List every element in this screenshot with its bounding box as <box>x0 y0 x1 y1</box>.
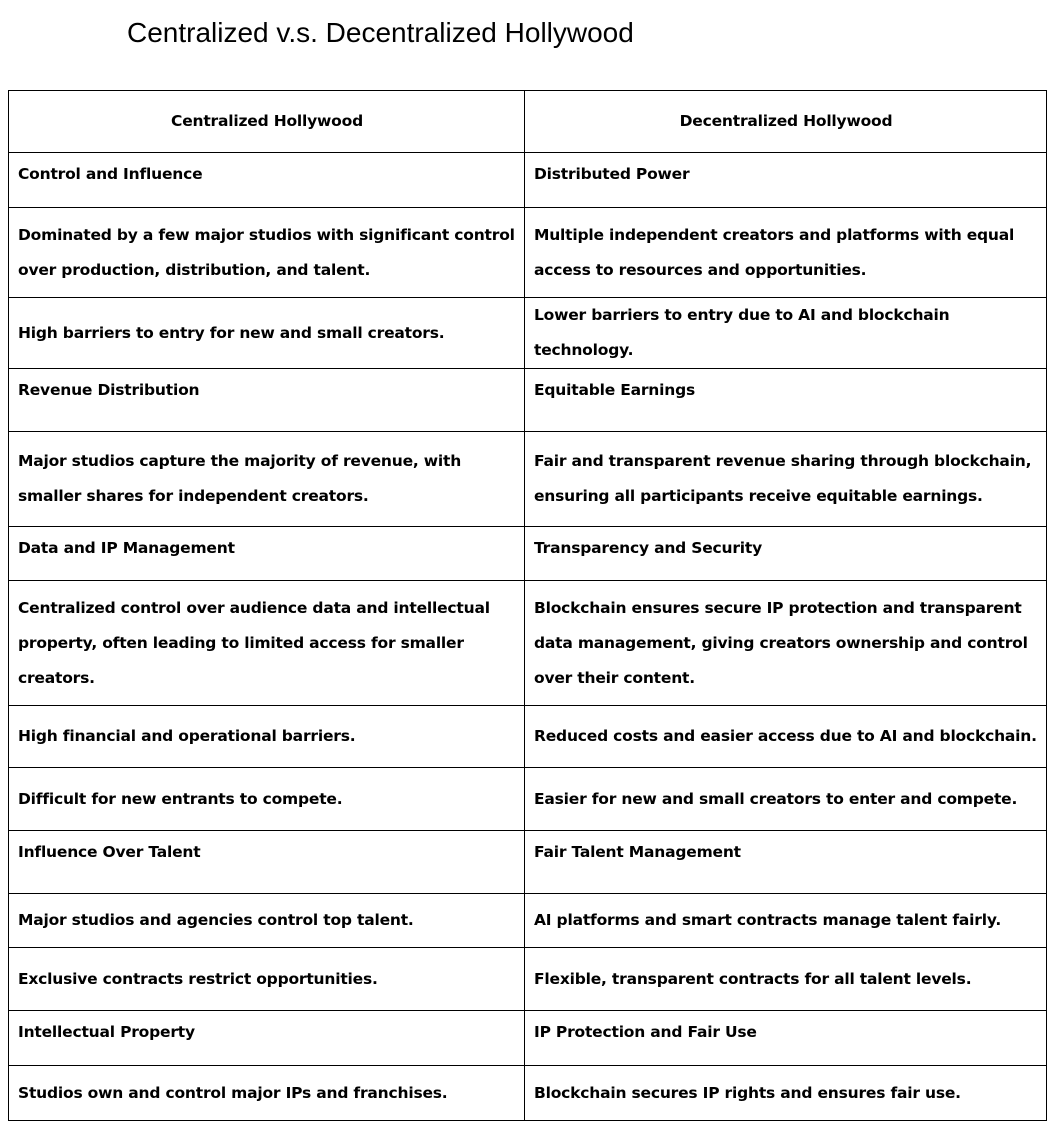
centralized-cell: Major studios capture the majority of revenue, with smaller shares for independent creators. <box>9 432 525 527</box>
decentralized-cell: Lower barriers to entry due to AI and blockchain technology. <box>525 298 1047 369</box>
table-row <box>9 153 1047 208</box>
table-row <box>9 208 1047 298</box>
table-row <box>9 894 1047 948</box>
decentralized-cell: Reduced costs and easier access due to AI and blockchain. <box>525 706 1047 768</box>
table-row <box>9 768 1047 831</box>
centralized-cell: Major studios and agencies control top talent. <box>9 894 525 948</box>
table-row <box>9 432 1047 527</box>
decentralized-cell: Equitable Earnings <box>525 369 1047 432</box>
decentralized-cell: Fair Talent Management <box>525 831 1047 894</box>
centralized-cell: Difficult for new entrants to compete. <box>9 768 525 831</box>
document-title: Centralized v.s. Decentralized Hollywood <box>127 17 634 48</box>
table-row <box>9 298 1047 369</box>
centralized-cell: Exclusive contracts restrict opportunities. <box>9 948 525 1011</box>
decentralized-cell: AI platforms and smart contracts manage talent fairly. <box>525 894 1047 948</box>
decentralized-cell: Blockchain ensures secure IP protection and transparent data management, giving creators ownership and control over their content. <box>525 581 1047 706</box>
centralized-cell: Centralized control over audience data and intellectual property, often leading to limited access for smaller creators. <box>9 581 525 706</box>
centralized-cell: Control and Influence <box>9 153 525 208</box>
centralized-cell: Dominated by a few major studios with significant control over production, distribution, and talent. <box>9 208 525 298</box>
table-row <box>9 527 1047 581</box>
decentralized-cell: Easier for new and small creators to enter and compete. <box>525 768 1047 831</box>
decentralized-cell: Transparency and Security <box>525 527 1047 581</box>
table-row <box>9 581 1047 706</box>
centralized-cell: Intellectual Property <box>9 1011 525 1066</box>
column-header-decentralized: Decentralized Hollywood <box>525 91 1047 153</box>
centralized-cell: Revenue Distribution <box>9 369 525 432</box>
table-row <box>9 831 1047 894</box>
table-row <box>9 706 1047 768</box>
decentralized-cell: Blockchain secures IP rights and ensures fair use. <box>525 1066 1047 1121</box>
comparison-table <box>8 90 1047 1121</box>
table-row <box>9 369 1047 432</box>
centralized-cell: High barriers to entry for new and small creators. <box>9 298 525 369</box>
centralized-cell: High financial and operational barriers. <box>9 706 525 768</box>
decentralized-cell: Distributed Power <box>525 153 1047 208</box>
table-row <box>9 948 1047 1011</box>
decentralized-cell: Fair and transparent revenue sharing through blockchain, ensuring all participants receive equitable earnings. <box>525 432 1047 527</box>
centralized-cell: Studios own and control major IPs and franchises. <box>9 1066 525 1121</box>
column-header-centralized: Centralized Hollywood <box>9 91 525 153</box>
decentralized-cell: Multiple independent creators and platforms with equal access to resources and opportunities. <box>525 208 1047 298</box>
table-row <box>9 1066 1047 1121</box>
centralized-cell: Data and IP Management <box>9 527 525 581</box>
decentralized-cell: Flexible, transparent contracts for all talent levels. <box>525 948 1047 1011</box>
decentralized-cell: IP Protection and Fair Use <box>525 1011 1047 1066</box>
table-row <box>9 1011 1047 1066</box>
header-row <box>9 91 1047 153</box>
centralized-cell: Influence Over Talent <box>9 831 525 894</box>
